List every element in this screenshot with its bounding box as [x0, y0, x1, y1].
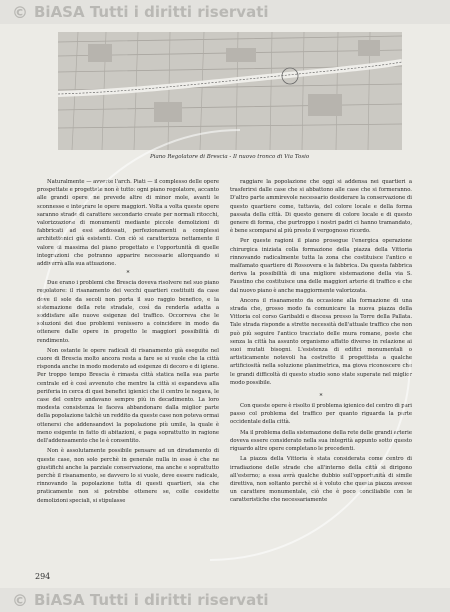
figure-caption: Piano Regolatore di Brescia - Il nuovo tronco di Via Tosio	[150, 154, 310, 160]
paragraph: raggiare la popolazione che oggi si addensa nei quartieri a trasferirsi dalle case che si abbattono alle case che si formeranno. D'altro parte ammirevole necessario desiderare la conservazione di questo quartiere come, tuttavia, del colore locale e della forma passata della città. Di questo genere di colore locale e di questo genere di forma, che purtroppo i nostri padri ci hanno tramandato, è bene scomparsi al più presto il vergognoso ricordo.	[230, 179, 412, 235]
paragraph: Non ostante le opere radicali di risanamento già eseguite nel cuore di Brescia molto ancora resta a fare se si vuole che la città risponda anche in modo moderato ad esigenze di decoro e di igiene. Per troppo tempo Brescia è rimasta città statica nella sua parte centrale ed è così avvenuto che mentre la città si espandeva alla periferia in cerca di quei benefici igienici che il centro le negava, le case del centro andavano sempre più in decadimento. La loro modesta consistenza le faceva abbandonare dalla miglior parte della popolazione talchè un reddito da queste case non poteva ormai ottenersi che addensandovi la popolazione più umile, la quale è meno esigente in fatto di abitazioni, e paga soprattutto in ragione dell'addensamento che le è consentito.	[37, 347, 219, 445]
banner-text: BiASA Tutti i diritti riservati	[34, 3, 269, 21]
paragraph: Con queste opere è risolto il problema igienico del centro di pari passo col problema del traffico per quanto riguarda la parte occidentale della città.	[230, 403, 412, 426]
paragraph: Non è assolutamente possibile pensare ad un diradamento di queste case, non solo perchè in generale nulla in esse è che ne giustifichi anche la parziale conservazione, ma anche e soprattutto perchè il risanamento, se davvero lo si vuole, deve essere radicale, rinnovando la popolazione tutta di questi quartieri, sia che praticamente non si potrebbe ottenere se, colle cosidette demolizioni speciali, si stipulasse	[37, 448, 219, 504]
paragraph: Ma il problema della sistemazione della rete delle grandi arterie doveva essere considerato nella sua integrità appunto sotto questo riguardo altre opere completano le precedenti.	[230, 429, 412, 453]
paragraph: Per queste ragioni il piano prosegue l'energica operazione chirurgica iniziata colla formazione della piazza della Vittoria rinnovando radicalmente tutta la zona che costituisce l'antico e malfamato quartiere di Rossovera e la fabbrica. Da questa fabbrica deriva la possibilità di una migliore sistemazione della via S. Faustino che costituisce una delle maggiori arterie di traffico e che dal nuovo piano è anche maggiormente valorizzata.	[230, 238, 412, 294]
section-separator: *	[319, 393, 323, 401]
paragraph: La piazza della Vittoria è stata considerata come centro di irradiazione delle strade che all'interno della città si dirigono all'esterno; a essa avrà qualche dubbio sull'opportunità di simile direttiva, non soltanto perchè si è voluto che questa piazza avesse un carattere monumentale, ciò che è poco conciliabile con le caratteristiche che necessariamente	[230, 456, 412, 504]
paragraph: Due erano i problemi che Brescia doveva risolvere nel suo piano regolatore: il risanamento dei vecchi quartieri costituiti da case dove il sole da secoli non porta il suo raggio benefico, e la sistemazione della rete stradale, così da renderla adatta a soddisfare alle nuove esigenze del traffico. Occorreva che le soluzioni dei due problemi venissero a coincidere in modo da ottenere dalle opere in progetto le maggiori possibilità di rendimento.	[37, 280, 219, 344]
copyright-banner-bottom	[0, 588, 450, 612]
copyright-icon: ©	[12, 590, 28, 610]
paragraph: Naturalmente — avverte l'arch. Piati — il complesso delle opere prospettate e progettate non è tutto: ogni piano regolatore, accanto alle grandi opere, ne prevede altre di minor mole, avanti le sconnesse e integrare le opere maggiori. Volta a volta queste opere saranno strade di carattere secondario create per normali ritocchi, valorizzazione di monumenti mediante piccole demolizioni di fabbricati ad essi addossati, perfezionamenti a complessi architettonici già esistenti. Con ciò si caratterizza nettamente il valore di massima del piano progettato e l'opportunità di quelle integrazioni che potranno apparire necessarie allorquando si addiverrà alla sua attuazione.	[37, 179, 219, 268]
copyright-banner-top	[0, 0, 450, 24]
text-column-left	[37, 178, 219, 507]
section-separator: *	[126, 270, 130, 278]
city-plan-map	[58, 32, 402, 150]
banner-text: BiASA Tutti i diritti riservati	[34, 591, 269, 609]
copyright-icon: ©	[12, 2, 28, 22]
page-number: 294	[35, 572, 51, 581]
paragraph: Ancora il risanamento da occasione alla formazione di una strada che, grosso modo fa comunicare la nuova piazza della Vittoria col corso Garibaldi e discesa presso la Torre della Pallata. Tale strada risponde a strette necessità dell'attuale traffico che non può più seguire l'antico tracciato delle mura romane, poste che senza la città ha assunto organismo affatto diverso in relazione ai suoi mutati bisogni. L'esistenza di edifici monumentali o artisticamente notevoli ha costretto il progettista a qualche artificiosità nella soluzione planimetrica, ma giova riconoscere che le grandi difficoltà di questo studio sono state superate nel miglior modo possibile.	[230, 297, 412, 386]
text-column-right	[230, 178, 412, 507]
